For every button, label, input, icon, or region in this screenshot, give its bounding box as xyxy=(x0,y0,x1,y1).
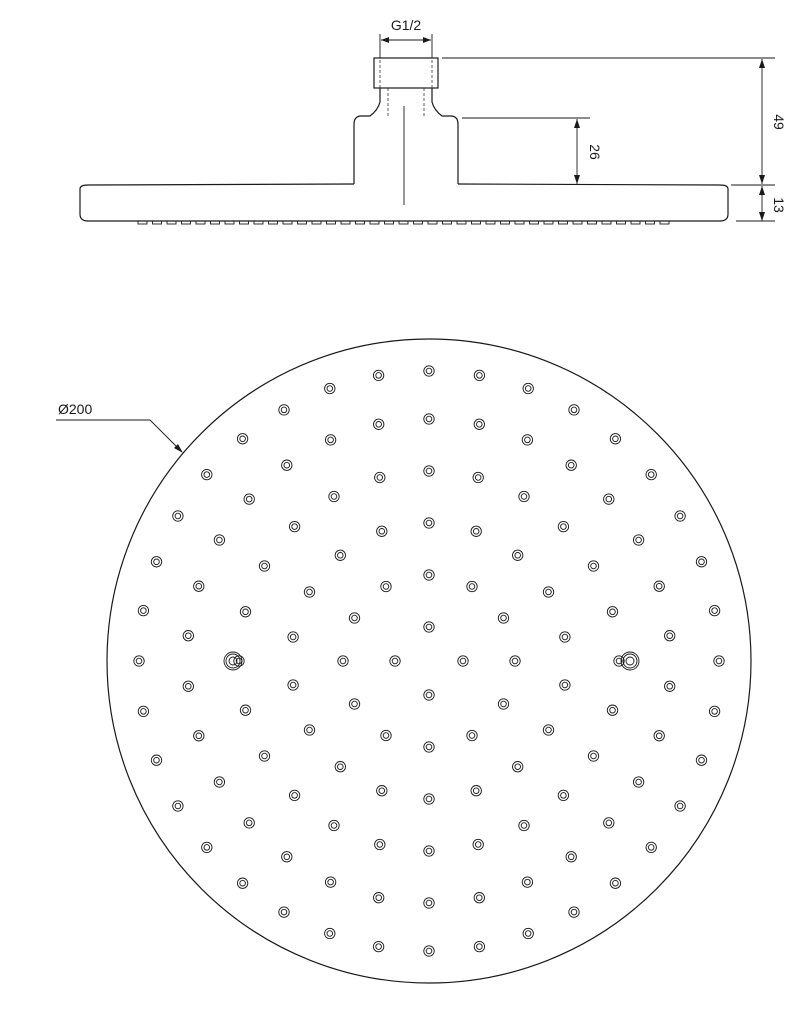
nozzle xyxy=(289,521,299,531)
side-nozzle xyxy=(573,221,582,224)
side-nozzle xyxy=(153,221,162,224)
diameter-label: Ø200 xyxy=(58,401,93,417)
nozzle xyxy=(244,818,254,828)
nozzle xyxy=(240,705,250,715)
nozzle xyxy=(214,777,224,787)
nozzle xyxy=(194,581,204,591)
nozzle xyxy=(604,818,614,828)
nozzle xyxy=(522,435,532,445)
nozzle xyxy=(282,460,292,470)
side-nozzle xyxy=(399,221,408,224)
nozzle xyxy=(424,366,434,376)
nozzle xyxy=(259,751,269,761)
nozzle xyxy=(604,494,614,504)
side-nozzle xyxy=(356,221,365,224)
nozzle xyxy=(240,607,250,617)
side-nozzle xyxy=(602,221,611,224)
nozzle xyxy=(289,790,299,800)
nozzle xyxy=(510,656,520,666)
nozzle xyxy=(569,907,579,917)
top-view xyxy=(56,339,751,983)
nozzle xyxy=(424,946,434,956)
nozzle xyxy=(569,405,579,415)
nozzle xyxy=(543,725,553,735)
nozzle xyxy=(134,656,144,666)
nozzle xyxy=(390,656,400,666)
stem-height-label: 26 xyxy=(587,144,603,160)
side-nozzle xyxy=(588,221,597,224)
side-nozzle xyxy=(269,221,278,224)
nozzle xyxy=(560,632,570,642)
nozzle xyxy=(473,472,483,482)
nozzle xyxy=(151,557,161,567)
nozzle xyxy=(183,681,193,691)
thread-dimension xyxy=(380,17,432,58)
plate-thickness-label: 13 xyxy=(771,197,787,213)
nozzle xyxy=(675,511,685,521)
nozzle xyxy=(498,699,508,709)
nozzle xyxy=(202,842,212,852)
side-nozzle xyxy=(254,221,263,224)
nozzle xyxy=(607,607,617,617)
nozzle xyxy=(424,846,434,856)
side-nozzle xyxy=(486,221,495,224)
nozzle xyxy=(194,731,204,741)
stem-height-dimension xyxy=(462,118,603,184)
nozzle xyxy=(329,491,339,501)
nozzle xyxy=(335,550,345,560)
nozzle xyxy=(375,472,385,482)
side-nozzle xyxy=(341,221,350,224)
nozzle xyxy=(566,852,576,862)
side-nozzle xyxy=(327,221,336,224)
nozzle xyxy=(714,656,724,666)
nozzle xyxy=(709,706,719,716)
nozzle xyxy=(523,383,533,393)
nozzle xyxy=(523,928,533,938)
nozzle-pattern xyxy=(134,366,724,956)
nozzle xyxy=(375,839,385,849)
nozzle xyxy=(588,561,598,571)
side-nozzle xyxy=(298,221,307,224)
nozzle xyxy=(467,581,477,591)
nozzle xyxy=(474,370,484,380)
nozzle xyxy=(237,878,247,888)
nozzle xyxy=(424,690,434,700)
side-nozzle xyxy=(544,221,553,224)
side-nozzle xyxy=(312,221,321,224)
nozzle xyxy=(259,561,269,571)
nozzle xyxy=(646,842,656,852)
nozzle xyxy=(325,435,335,445)
side-nozzle xyxy=(472,221,481,224)
side-nozzle xyxy=(167,221,176,224)
large-nozzle xyxy=(224,652,242,670)
nozzle xyxy=(696,557,706,567)
side-nozzle xyxy=(443,221,452,224)
nozzle xyxy=(214,535,224,545)
nozzle xyxy=(424,794,434,804)
nozzle xyxy=(138,605,148,615)
nozzle xyxy=(474,941,484,951)
side-nozzle xyxy=(414,221,423,224)
nozzle xyxy=(633,777,643,787)
nozzle xyxy=(474,893,484,903)
nozzle xyxy=(610,434,620,444)
side-nozzle xyxy=(631,221,640,224)
nozzle xyxy=(374,419,384,429)
nozzle xyxy=(279,907,289,917)
nozzle xyxy=(325,928,335,938)
nozzle xyxy=(654,581,664,591)
nozzle xyxy=(519,491,529,501)
nozzle xyxy=(173,511,183,521)
nozzle xyxy=(304,725,314,735)
nozzle xyxy=(467,730,477,740)
nozzle xyxy=(424,622,434,632)
nozzle xyxy=(473,839,483,849)
nozzle xyxy=(513,762,523,772)
nozzle xyxy=(325,383,335,393)
nozzle xyxy=(381,581,391,591)
nozzle xyxy=(424,414,434,424)
shower-plate-outline xyxy=(107,339,751,983)
nozzle xyxy=(709,605,719,615)
nozzle xyxy=(279,405,289,415)
nozzle xyxy=(424,742,434,752)
nozzle xyxy=(288,680,298,690)
nozzle xyxy=(183,631,193,641)
nozzle xyxy=(325,877,335,887)
nozzle xyxy=(424,466,434,476)
side-nozzle xyxy=(617,221,626,224)
side-nozzle xyxy=(283,221,292,224)
nozzle xyxy=(329,820,339,830)
nozzle xyxy=(665,631,675,641)
total-height-dimension xyxy=(442,58,787,185)
side-nozzles xyxy=(138,221,669,224)
side-nozzle xyxy=(211,221,220,224)
side-nozzle xyxy=(660,221,669,224)
side-nozzle xyxy=(240,221,249,224)
nozzle xyxy=(424,518,434,528)
nozzle xyxy=(566,460,576,470)
nozzle xyxy=(335,762,345,772)
nozzle xyxy=(665,681,675,691)
nozzle xyxy=(282,852,292,862)
nozzle xyxy=(654,731,664,741)
nozzle xyxy=(381,730,391,740)
nozzle xyxy=(543,587,553,597)
side-nozzle xyxy=(225,221,234,224)
diameter-leader xyxy=(56,401,183,453)
nozzle xyxy=(202,469,212,479)
nozzle xyxy=(558,521,568,531)
nozzle xyxy=(138,706,148,716)
nozzle xyxy=(373,941,383,951)
nozzle xyxy=(458,656,468,666)
side-nozzle xyxy=(515,221,524,224)
side-nozzle xyxy=(182,221,191,224)
nozzle xyxy=(237,434,247,444)
nozzle xyxy=(244,494,254,504)
side-view xyxy=(80,17,787,224)
nozzle xyxy=(471,786,481,796)
large-nozzle xyxy=(621,652,639,670)
nozzle xyxy=(377,786,387,796)
side-nozzle xyxy=(196,221,205,224)
side-nozzle xyxy=(138,221,147,224)
nozzle xyxy=(373,370,383,380)
nozzle xyxy=(513,550,523,560)
total-height-label: 49 xyxy=(771,114,787,130)
nozzle xyxy=(633,535,643,545)
nozzle xyxy=(151,755,161,765)
side-nozzle xyxy=(385,221,394,224)
thread-connector xyxy=(360,58,452,118)
nozzle xyxy=(498,613,508,623)
side-nozzle xyxy=(646,221,655,224)
nozzle xyxy=(558,790,568,800)
nozzle xyxy=(522,877,532,887)
nozzle xyxy=(349,699,359,709)
side-nozzle xyxy=(501,221,510,224)
nozzle xyxy=(519,820,529,830)
nozzle xyxy=(646,469,656,479)
nozzle xyxy=(349,613,359,623)
nozzle xyxy=(374,893,384,903)
stem xyxy=(354,116,458,184)
nozzle xyxy=(288,632,298,642)
nozzle xyxy=(424,898,434,908)
nozzle xyxy=(675,801,685,811)
side-nozzle xyxy=(530,221,539,224)
nozzle xyxy=(560,680,570,690)
nozzle xyxy=(377,526,387,536)
nozzle xyxy=(607,705,617,715)
side-nozzle xyxy=(457,221,466,224)
nozzle xyxy=(696,755,706,765)
thread-size-label: G1/2 xyxy=(390,17,422,33)
side-nozzle xyxy=(559,221,568,224)
nozzle xyxy=(471,526,481,536)
plate-thickness-dimension xyxy=(736,186,787,221)
nozzle xyxy=(424,570,434,580)
side-nozzle xyxy=(428,221,437,224)
nozzle xyxy=(610,878,620,888)
nozzle xyxy=(338,656,348,666)
nozzle xyxy=(588,751,598,761)
nozzle xyxy=(474,419,484,429)
nozzle xyxy=(304,587,314,597)
side-nozzle xyxy=(370,221,379,224)
nozzle xyxy=(173,801,183,811)
